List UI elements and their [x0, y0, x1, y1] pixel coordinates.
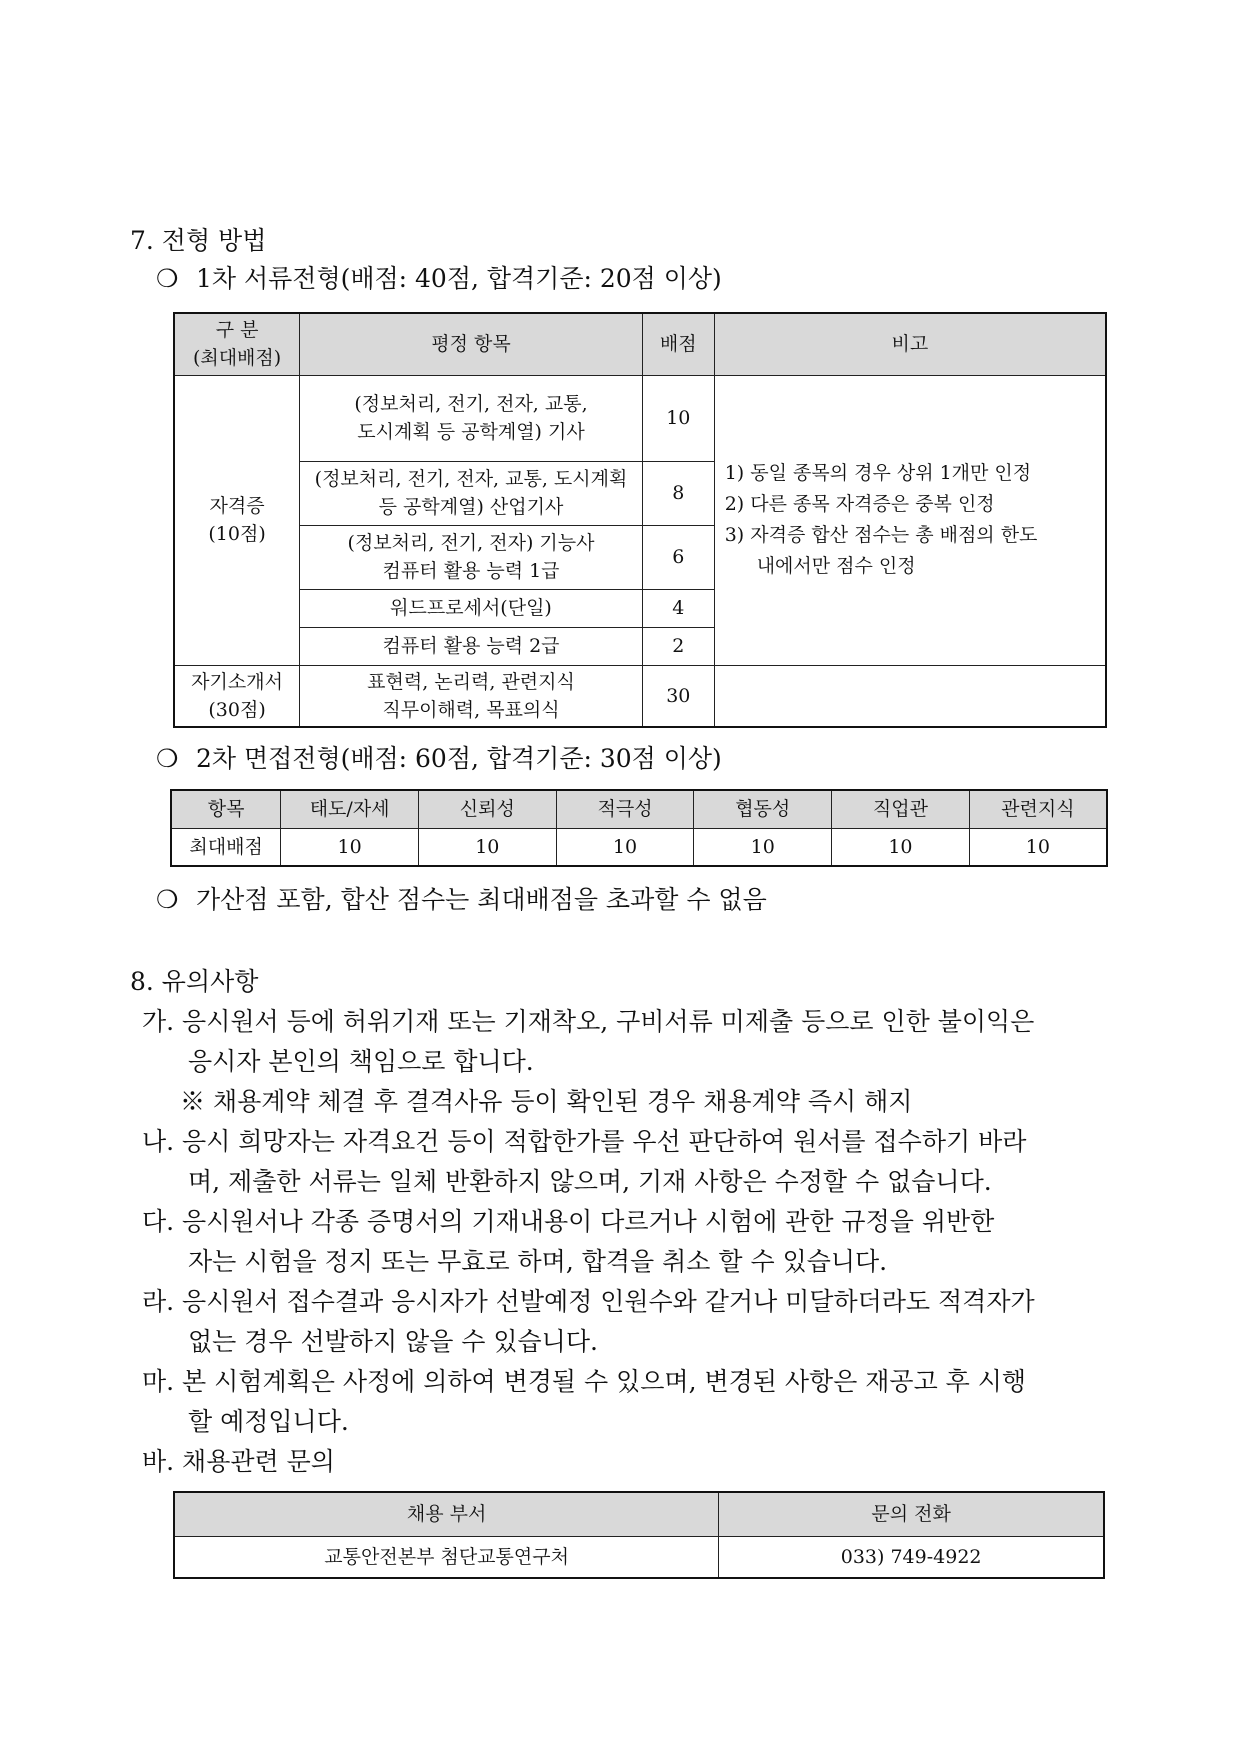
contact-dept: 교통안전본부 첨단교통연구처: [174, 1536, 719, 1578]
table-header-row: [171, 790, 1107, 828]
intro-score: 30: [642, 665, 714, 727]
interview-value: 10: [556, 828, 694, 866]
notice-line: 없는 경우 선발하지 않을 수 있습니다.: [188, 1327, 598, 1356]
notice-line: 다. 응시원서나 각종 증명서의 기재내용이 다르거나 시험에 관한 규정을 위반한: [142, 1207, 995, 1236]
cert-score: 4: [642, 589, 714, 627]
cert-score: 2: [642, 627, 714, 665]
interview-table: [170, 789, 1108, 867]
notice-line: 나. 응시 희망자는 자격요건 등이 적합한가를 우선 판단하여 원서를 접수하기 바라: [142, 1127, 1027, 1156]
intro-item: 표현력, 논리력, 관련지식 직무이해력, 목표의식: [300, 665, 643, 727]
notice-line: 바. 채용관련 문의: [142, 1447, 335, 1476]
cert-category: 자격증 (10점): [174, 375, 300, 665]
interview-header: 협동성: [694, 790, 832, 828]
header-score: 배점: [642, 313, 714, 375]
notice-line: 마. 본 시험계획은 사정에 의하여 변경될 수 있으며, 변경된 사항은 재공고 후 시행: [142, 1367, 1027, 1396]
section7-title: 7. 전형 방법: [130, 226, 267, 255]
cert-score: 8: [642, 461, 714, 525]
remark-line: 1) 동일 종목의 경우 상위 1개만 인정: [724, 462, 1032, 484]
cert-score: 10: [642, 375, 714, 461]
table-header-row: [174, 1492, 1104, 1536]
interview-value: 10: [418, 828, 556, 866]
interview-header: 적극성: [556, 790, 694, 828]
round2-heading-text: 2차 면접전형(배점: 60점, 합격기준: 30점 이상): [196, 744, 722, 773]
contact-header-phone: 문의 전화: [719, 1492, 1104, 1536]
notice-line: 가. 응시원서 등에 허위기재 또는 기재착오, 구비서류 미제출 등으로 인한 불이익은: [142, 1007, 1035, 1036]
interview-value: 10: [969, 828, 1107, 866]
interview-header: 직업관: [832, 790, 970, 828]
interview-header: 태도/자세: [281, 790, 419, 828]
cert-item: 컴퓨터 활용 능력 2급: [300, 627, 643, 665]
contact-table: [173, 1491, 1105, 1579]
table-header-row: [174, 313, 1106, 375]
notice-line: 며, 제출한 서류는 일체 반환하지 않으며, 기재 사항은 수정할 수 없습니다.: [188, 1167, 992, 1196]
notice-line: 응시자 본인의 책임으로 합니다.: [188, 1047, 534, 1076]
interview-value: 10: [694, 828, 832, 866]
remark-line: 2) 다른 종목 자격증은 중복 인정: [724, 493, 995, 515]
circle-bullet-icon: ❍: [156, 264, 179, 293]
cert-score: 6: [642, 525, 714, 589]
notice-line: ※ 채용계약 체결 후 결격사유 등이 확인된 경우 채용계약 즉시 해지: [180, 1087, 913, 1116]
interview-header: 신뢰성: [418, 790, 556, 828]
contact-header-dept: 채용 부서: [174, 1492, 719, 1536]
cert-item: (정보처리, 전기, 전자, 교통, 도시계획 등 공학계열) 산업기사: [300, 461, 643, 525]
circle-bullet-icon: ❍: [156, 744, 179, 773]
round2-heading: [156, 742, 722, 776]
cert-item: 워드프로세서(단일): [300, 589, 643, 627]
header-category: 구 분 (최대배점): [174, 313, 300, 375]
table-row: [174, 375, 1106, 461]
notice-line: 라. 응시원서 접수결과 응시자가 선발예정 인원수와 같거나 미달하더라도 적격자가: [142, 1287, 1035, 1316]
notice-line: 할 예정입니다.: [188, 1407, 349, 1436]
header-item: 평정 항목: [300, 313, 643, 375]
notice-line: 자는 시험을 정지 또는 무효로 하며, 합격을 취소 할 수 있습니다.: [188, 1247, 888, 1276]
interview-header: 관련지식: [969, 790, 1107, 828]
round1-heading: [156, 262, 722, 296]
interview-value: 10: [832, 828, 970, 866]
document-screening-table: [173, 312, 1107, 728]
bonus-note: [156, 883, 767, 917]
cert-item: (정보처리, 전기, 전자) 기능사 컴퓨터 활용 능력 1급: [300, 525, 643, 589]
contact-phone: 033) 749-4922: [719, 1536, 1104, 1578]
round1-heading-text: 1차 서류전형(배점: 40점, 합격기준: 20점 이상): [196, 264, 722, 293]
interview-value: 최대배점: [171, 828, 281, 866]
interview-header: 항목: [171, 790, 281, 828]
header-remark: 비고: [714, 313, 1106, 375]
table-row: [174, 1536, 1104, 1578]
intro-category: 자기소개서 (30점): [174, 665, 300, 727]
remark-line: 3) 자격증 합산 점수는 총 배점의 한도: [724, 524, 1038, 546]
circle-bullet-icon: ❍: [156, 885, 179, 914]
remark-line: 내에서만 점수 인정: [756, 555, 916, 577]
cert-item: (정보처리, 전기, 전자, 교통, 도시계획 등 공학계열) 기사: [300, 375, 643, 461]
table-row: [171, 828, 1107, 866]
section8-title: 8. 유의사항: [130, 967, 259, 996]
remarks-cell: [714, 375, 1106, 665]
interview-value: 10: [281, 828, 419, 866]
table-row: [174, 665, 1106, 727]
bonus-note-text: 가산점 포함, 합산 점수는 최대배점을 초과할 수 없음: [196, 885, 767, 914]
intro-remark: [714, 665, 1106, 727]
